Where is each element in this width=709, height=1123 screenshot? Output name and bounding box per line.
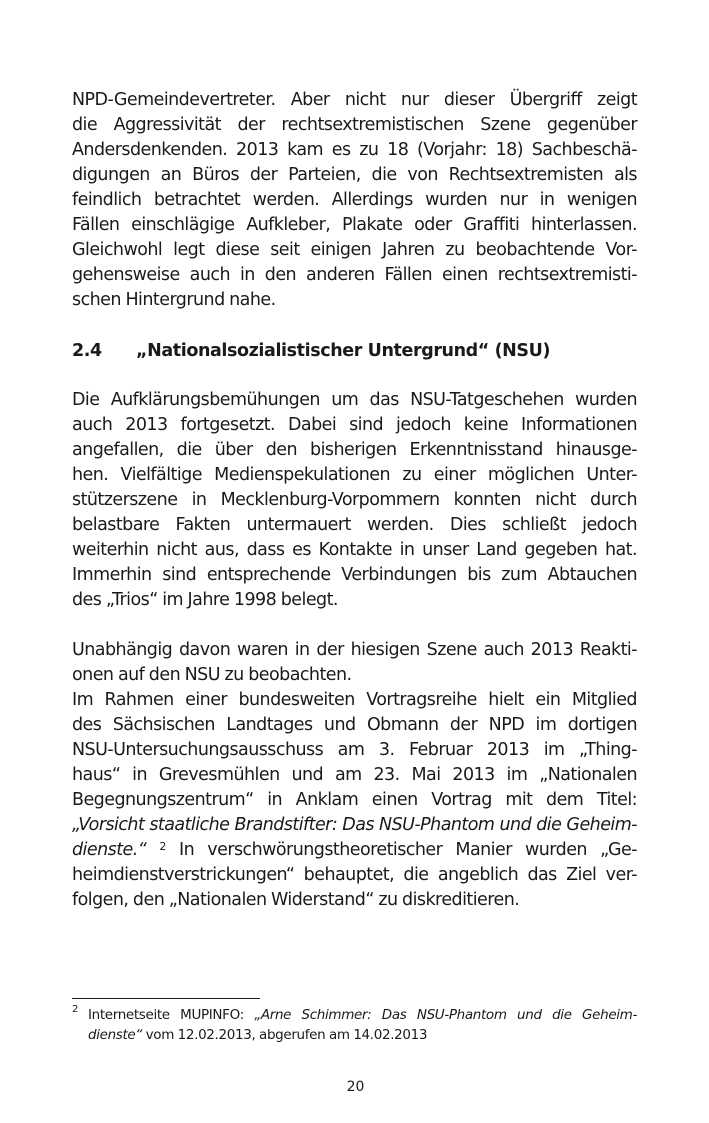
text-line: des „Trios“ im Jahre 1998 belegt. xyxy=(72,590,338,610)
text-line: Im Rahmen einer bundesweiten Vortragsreihe hielt ein Mitglied xyxy=(72,690,637,710)
text-line xyxy=(72,838,637,863)
text-line: heimdienstverstrickungen“ behauptet, die angeblich das Ziel ver- xyxy=(72,865,637,885)
section-title: „Nationalsozialistischer Untergrund“ (NSU) xyxy=(136,341,551,361)
text-line: schen Hintergrund nahe. xyxy=(72,290,276,310)
text-line: Gleichwohl legt diese seit einigen Jahren zu beobachtende Vor- xyxy=(72,240,637,260)
section-number: 2.4 xyxy=(72,341,102,361)
text-line: NSU-Untersuchungsausschuss am 3. Februar 2013 im „Thing- xyxy=(72,740,637,760)
text-line: onen auf den NSU zu beobachten. xyxy=(72,665,352,685)
text-line: Begegnungszentrum“ in Anklam einen Vortrag mit dem Titel: xyxy=(72,790,637,810)
text-line: Die Aufklärungsbemühungen um das NSU-Tatgeschehen wurden xyxy=(72,390,637,410)
footnote-line xyxy=(88,1005,637,1025)
footnote-line xyxy=(88,1025,637,1045)
footnote-number: 2 xyxy=(72,1004,79,1015)
footnote-source: Internetseite MUPINFO: xyxy=(88,1007,255,1023)
footnote-title: „Arne Schimmer: Das NSU-Phantom und die Geheim- xyxy=(254,1007,638,1023)
footnote-title-end: dienste“ xyxy=(88,1027,143,1043)
talk-title-end: dienste.“ xyxy=(72,840,147,860)
text-line: auch 2013 fortgesetzt. Dabei sind jedoch keine Informationen xyxy=(72,415,637,435)
text-line: Unabhängig davon waren in der hiesigen Szene auch 2013 Reakti- xyxy=(72,640,637,660)
text-line: feindlich betrachtet werden. Allerdings wurden nur in wenigen xyxy=(72,190,637,210)
footnote-reference[interactable]: 2 xyxy=(159,840,166,853)
text-line: stützerszene in Mecklenburg-Vorpommern konnten nicht durch xyxy=(72,490,637,510)
footnote-date: vom 12.02.2013, abgerufen am 14.02.2013 xyxy=(142,1027,428,1043)
text-line: haus“ in Grevesmühlen und am 23. Mai 2013 im „Nationalen xyxy=(72,765,637,785)
footnote-divider xyxy=(72,998,260,999)
text-line: Andersdenkenden. 2013 kam es zu 18 (Vorjahr: 18) Sachbeschä- xyxy=(72,140,637,160)
section-heading xyxy=(72,339,637,364)
text-line: NPD-Gemeindevertreter. Aber nicht nur dieser Übergriff zeigt xyxy=(72,90,637,110)
text-line: digungen an Büros der Parteien, die von Rechtsextremisten als xyxy=(72,165,637,185)
page-number: 20 xyxy=(346,1079,365,1095)
text-line: die Aggressivität der rechtsextremistischen Szene gegenüber xyxy=(72,115,637,135)
talk-title: „Vorsicht staatliche Brandstifter: Das NSU-Phantom und die Geheim- xyxy=(72,815,637,835)
text-line: angefallen, die über den bisherigen Erkenntnisstand hinausge- xyxy=(72,440,637,460)
document-page xyxy=(72,0,637,1123)
text-line: hen. Vielfältige Medienspekulationen zu einer möglichen Unter- xyxy=(72,465,637,485)
text-line: belastbare Fakten untermauert werden. Dies schließt jedoch xyxy=(72,515,637,535)
text-line: weiterhin nicht aus, dass es Kontakte in unser Land gegeben hat. xyxy=(72,540,637,560)
text-line: Fällen einschlägige Aufkleber, Plakate oder Graffiti hinterlassen. xyxy=(72,215,637,235)
talk-title-line xyxy=(72,813,637,838)
text-run: In verschwörungstheoretischer Manier wurden „Ge- xyxy=(165,840,637,860)
text-line: folgen, den „Nationalen Widerstand“ zu diskreditieren. xyxy=(72,890,520,910)
text-line: des Sächsischen Landtages und Obmann der NPD im dortigen xyxy=(72,715,637,735)
text-line: gehensweise auch in den anderen Fällen einen rechtsextremisti- xyxy=(72,265,637,285)
text-line: Immerhin sind entsprechende Verbindungen bis zum Abtauchen xyxy=(72,565,637,585)
